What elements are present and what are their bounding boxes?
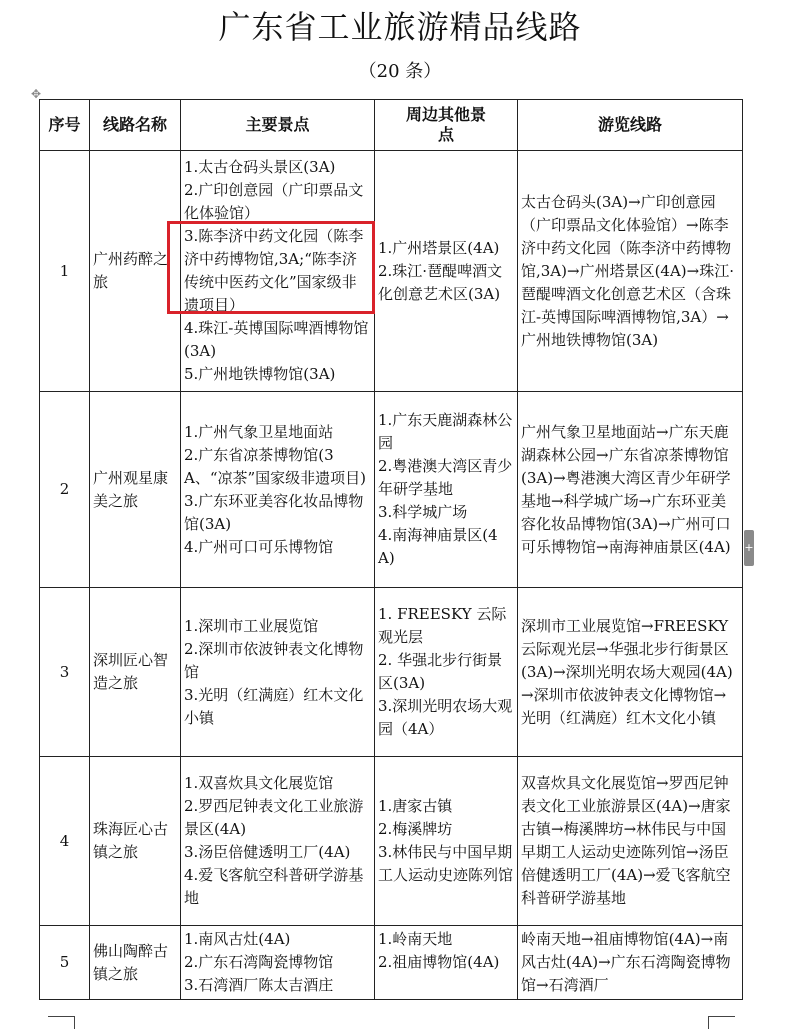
row-name: 广州药醉之旅 — [90, 151, 181, 392]
row-name: 深圳匠心智造之旅 — [90, 588, 181, 757]
main-item: 4.爱飞客航空科普研学游基地 — [184, 866, 364, 907]
header-main: 主要景点 — [181, 100, 375, 151]
table-row — [40, 757, 743, 926]
nearby-item: 3.深圳光明农场大观园（4A） — [378, 697, 513, 738]
nearby-item: 4.南海神庙景区(4A) — [378, 526, 498, 567]
row-name: 珠海匠心古镇之旅 — [90, 757, 181, 926]
move-handle-icon[interactable]: ✥ — [30, 87, 42, 101]
table-row — [40, 392, 743, 588]
row-main — [181, 151, 375, 392]
row-nearby — [375, 926, 518, 1000]
nearby-item: 1.广东天鹿湖森林公园 — [378, 411, 513, 452]
row-main — [181, 757, 375, 926]
plus-icon[interactable]: + — [744, 530, 754, 566]
row-name: 佛山陶醉古镇之旅 — [90, 926, 181, 1000]
table-row — [40, 151, 743, 392]
row-route: 双喜炊具文化展览馆→罗西尼钟表文化工业旅游景区(4A)→唐家古镇→梅溪牌坊→林伟民与中国早期工人运动史迹陈列馆→汤臣倍健透明工厂(4A)→爱飞客航空科普研学游基地 — [518, 757, 743, 926]
header-nearby-label: 周边其他景点 — [406, 105, 487, 144]
nearby-item: 1.唐家古镇 — [378, 797, 453, 815]
page-corner-mark-left — [48, 1016, 75, 1029]
nearby-item: 2. 华强北步行街景区(3A) — [378, 651, 503, 692]
table-row — [40, 926, 743, 1000]
header-nearby — [375, 100, 518, 151]
row-nearby — [375, 588, 518, 757]
main-item: 1.双喜炊具文化展览馆 — [184, 774, 334, 792]
main-item: 3.石湾酒厂陈太吉酒庄 — [184, 976, 334, 994]
nearby-item: 3.林伟民与中国早期工人运动史迹陈列馆 — [378, 843, 514, 884]
main-item: 1.南风古灶(4A) — [184, 930, 291, 948]
table-row — [40, 588, 743, 757]
main-item: 1.深圳市工业展览馆 — [184, 616, 319, 635]
main-item: 1.广州气象卫星地面站 — [184, 422, 334, 441]
row-nearby — [375, 151, 518, 392]
main-item: 2.广东省凉茶博物馆(3A、“凉茶”国家级非遗项目) — [184, 445, 367, 487]
row-num: 1 — [40, 151, 90, 392]
nearby-item: 1.岭南天地 — [378, 930, 453, 948]
row-route: 广州气象卫星地面站→广东天鹿湖森林公园→广东省凉茶博物馆(3A)→粤港澳大湾区青少年研学基地→科学城广场→广东环亚美容化妆品博物馆(3A)→广州可口可乐博物馆→南海神庙景区(4A) — [518, 392, 743, 588]
header-route: 游览线路 — [518, 100, 743, 151]
nearby-item: 2.梅溪牌坊 — [378, 820, 453, 838]
main-item: 2.广东石湾陶瓷博物馆 — [184, 953, 334, 971]
row-route: 深圳市工业展览馆→FREESKY 云际观光层→华强北步行街景区(3A)→深圳光明农场大观园(4A)→深圳市依波钟表文化博物馆→光明（红满庭）红木文化小镇 — [518, 588, 743, 757]
document-subtitle: （20 条） — [358, 61, 442, 82]
nearby-item: 3.科学城广场 — [378, 503, 468, 521]
row-name: 广州观星康美之旅 — [90, 392, 181, 588]
main-item: 4.珠江-英博国际啤酒博物馆(3A) — [184, 319, 369, 360]
header-num: 序号 — [40, 100, 90, 151]
document-title: 广东省工业旅游精品线路 — [218, 8, 582, 46]
main-item: 1.太古仓码头景区(3A) — [184, 158, 336, 176]
nearby-item: 2.祖庙博物馆(4A) — [378, 953, 500, 971]
main-item: 3.光明（红满庭）红木文化小镇 — [184, 685, 364, 727]
main-item: 2.广印创意园（广印票品文化体验馆） — [184, 181, 364, 222]
row-main — [181, 392, 375, 588]
routes-table — [39, 99, 743, 1000]
page-corner-mark-right — [708, 1016, 735, 1029]
main-item: 3.陈李济中药文化园（陈李济中药博物馆,3A;“陈李济传统中医药文化”国家级非遗项目） — [184, 227, 364, 314]
main-item: 3.汤臣倍健透明工厂(4A) — [184, 843, 351, 861]
row-main — [181, 926, 375, 1000]
row-nearby — [375, 392, 518, 588]
main-item: 4.广州可口可乐博物馆 — [184, 537, 334, 556]
row-route: 太古仓码头(3A)→广印创意园（广印票品文化体验馆）→陈李济中药文化园（陈李济中药博物馆,3A)→广州塔景区(4A)→珠江·琶醍啤酒文化创意艺术区（含珠江-英博国际啤酒博物馆,3A）→广州地铁博物馆(3A) — [518, 151, 743, 392]
nearby-item: 1.广州塔景区(4A) — [378, 238, 500, 257]
main-item: 2.罗西尼钟表文化工业旅游景区(4A) — [184, 797, 364, 838]
row-main — [181, 588, 375, 757]
nearby-item: 1. FREESKY 云际观光层 — [378, 605, 507, 646]
row-num: 4 — [40, 757, 90, 926]
main-item: 2.深圳市依波钟表文化博物馆 — [184, 639, 364, 681]
row-num: 5 — [40, 926, 90, 1000]
row-num: 3 — [40, 588, 90, 757]
main-item: 5.广州地铁博物馆(3A) — [184, 365, 336, 383]
nearby-item: 2.珠江·琶醍啤酒文化创意艺术区(3A) — [378, 261, 503, 303]
row-nearby — [375, 757, 518, 926]
table-header-row — [40, 100, 743, 151]
row-route: 岭南天地→祖庙博物馆(4A)→南风古灶(4A)→广东石湾陶瓷博物馆→石湾酒厂 — [518, 926, 743, 1000]
main-item: 3.广东环亚美容化妆品博物馆(3A) — [184, 491, 364, 533]
row-num: 2 — [40, 392, 90, 588]
nearby-item: 2.粤港澳大湾区青少年研学基地 — [378, 457, 513, 498]
header-name: 线路名称 — [90, 100, 181, 151]
